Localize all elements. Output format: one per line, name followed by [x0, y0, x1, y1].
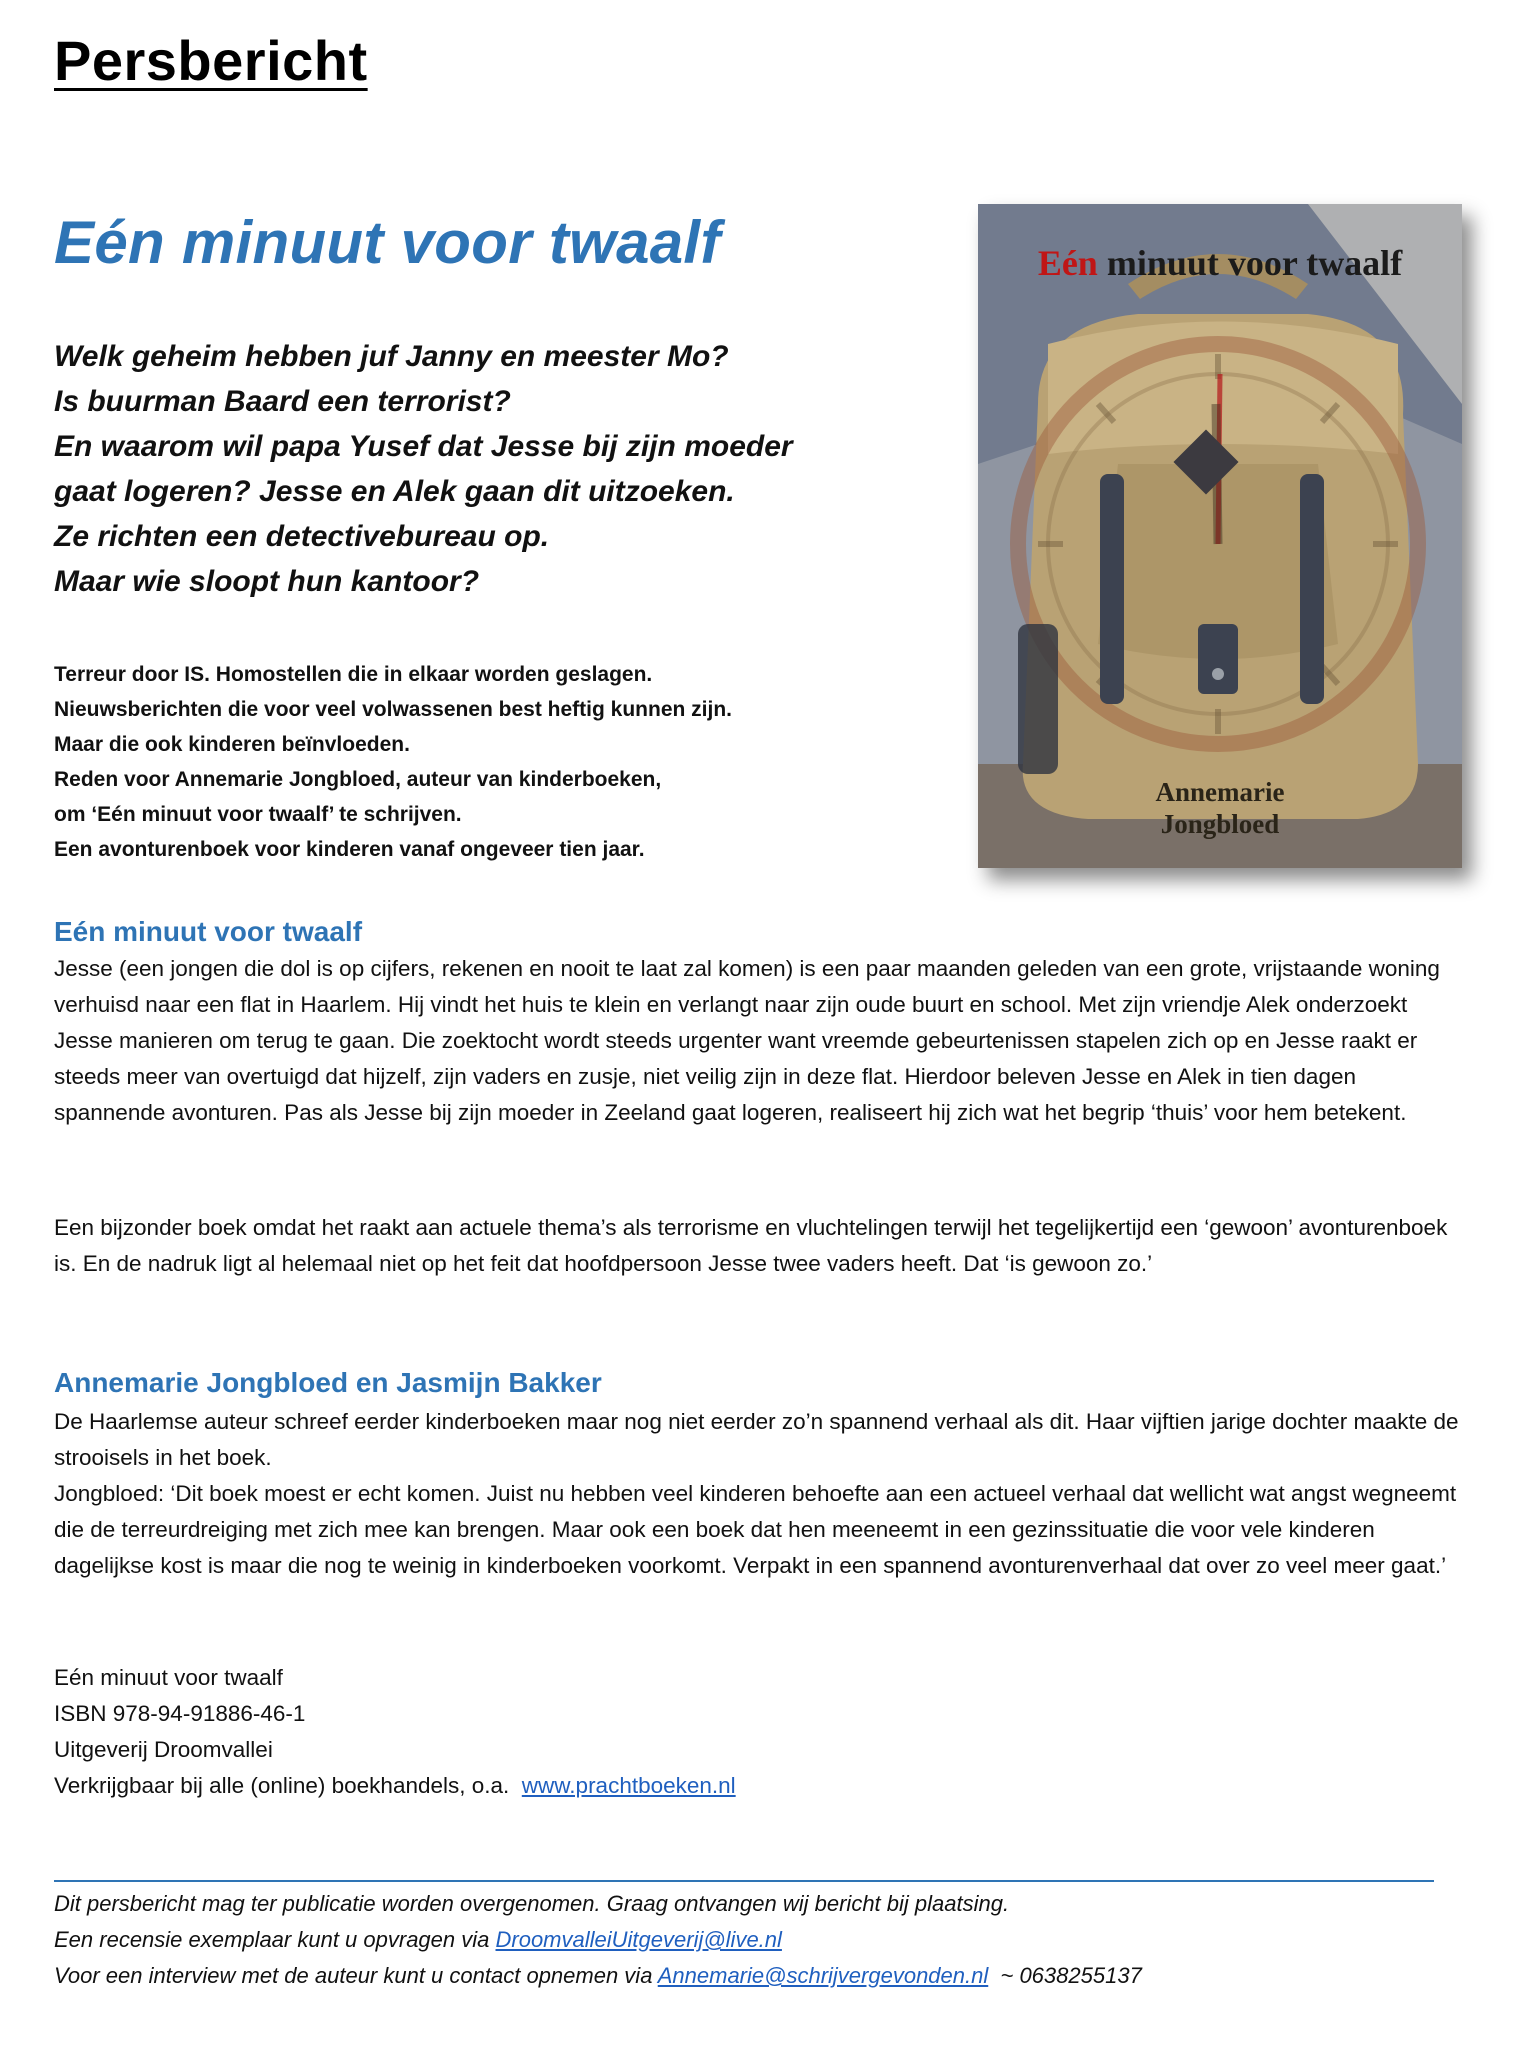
intro-block [54, 657, 732, 867]
authors-heading: Annemarie Jongbloed en Jasmijn Bakker [54, 1367, 602, 1398]
authors-section [54, 1404, 1464, 1584]
publisher-email-link[interactable]: DroomvalleiUitgeverij@live.nl [495, 1927, 782, 1952]
authors-quote: Jongbloed: ‘Dit boek moest er echt komen. Juist nu hebben veel kinderen behoefte aan een actueel verhaal dat wellicht wat angst wegneemt die de terreurdreiging met zich mee kan brengen. Maar ook een boek dat hen meeneemt in een gezinssituatie die voor vele kinderen dagelijkse kost is maar die nog te weinig in kinderboeken voorkomt. Verpakt in een spannend avonturenverhaal dat over zo veel meer gaat.’ [54, 1481, 1457, 1578]
intro-line: Nieuwsberichten die voor veel volwassenen best heftig kunnen zijn. [54, 698, 732, 721]
cover-title-red: Eén [1037, 243, 1098, 283]
info-availability: Verkrijgbaar bij alle (online) boekhandels, o.a. [54, 1773, 510, 1798]
footer-contact [54, 1886, 1142, 1994]
info-isbn: ISBN 978-94-91886-46-1 [54, 1701, 306, 1726]
teaser-questions [54, 334, 954, 604]
book-info [54, 1660, 736, 1804]
question-line: En waarom wil papa Yusef dat Jesse bij zijn moeder [54, 430, 793, 463]
author-email-link[interactable]: Annemarie@schrijvergevonden.nl [657, 1963, 989, 1988]
summary-paragraph: Jesse (een jongen die dol is op cijfers, rekenen en nooit te laat zal komen) is een paar maanden geleden van een grote, vrijstaande woning verhuisd naar een flat in Haarlem. Hij vindt het huis te klein en verlangt naar zijn oude buurt en school. Met zijn vriendje Alek onderzoekt Jesse manieren om terug te gaan. Die zoektocht wordt steeds urgenter want vreemde gebeurtenissen stapelen zich op en Jesse raakt er steeds meer van overtuigd dat hijzelf, zijn vaders en zusje, niet veilig zijn in deze flat. Hierdoor beleven Jesse en Alek in tien dagen spannende avonturen. Pas als Jesse bij zijn moeder in Zeeland gaat logeren, realiseert hij zich wat het begrip ‘thuis’ voor hem betekent. [54, 956, 1440, 1125]
question-line: Ze richten een detectivebureau op. [54, 520, 550, 553]
intro-line: Een avonturenboek voor kinderen vanaf ongeveer tien jaar. [54, 838, 645, 861]
bookshop-link[interactable]: www.prachtboeken.nl [521, 1773, 736, 1798]
cover-author-line: Jongbloed [1160, 809, 1280, 839]
info-availability-line [54, 1768, 736, 1804]
page-title: Eén minuut voor twaalf [54, 209, 721, 276]
info-title: Eén minuut voor twaalf [54, 1665, 283, 1690]
footer-line: Dit persbericht mag ter publicatie worden overgenomen. Graag ontvangen wij bericht bij plaatsing. [54, 1891, 1010, 1916]
footer-line: Voor een interview met de auteur kunt u contact opnemen via Annemarie@schrijvergevonden.nl ~ 0638255137 [54, 1963, 1142, 1988]
book-cover-image [978, 204, 1462, 868]
intro-line: om ‘Eén minuut voor twaalf’ te schrijven. [54, 803, 462, 826]
footer-line: Een recensie exemplaar kunt u opvragen via DroomvalleiUitgeverij@live.nl [54, 1927, 782, 1952]
cover-author-line: Annemarie [1155, 777, 1285, 807]
cover-title [978, 242, 1462, 284]
backpack-clock-illustration [978, 204, 1462, 868]
info-publisher: Uitgeverij Droomvallei [54, 1737, 273, 1762]
intro-line: Reden voor Annemarie Jongbloed, auteur van kinderboeken, [54, 768, 662, 791]
question-line: Welk geheim hebben juf Janny en meester Mo? [54, 340, 729, 373]
document-label: Persbericht [54, 29, 368, 92]
question-line: gaat logeren? Jesse en Alek gaan dit uitzoeken. [54, 475, 735, 508]
cover-title-rest: minuut voor twaalf [1097, 243, 1403, 283]
question-line: Is buurman Baard een terrorist? [54, 385, 511, 418]
authors-paragraph: De Haarlemse auteur schreef eerder kinderboeken maar nog niet eerder zo’n spannend verhaal als dit. Haar vijftien jarige dochter maakte de strooisels in het boek. [54, 1409, 1459, 1470]
footer-divider [54, 1880, 1434, 1882]
cover-author [978, 776, 1462, 840]
author-phone: ~ 0638255137 [1000, 1963, 1142, 1988]
special-paragraph: Een bijzonder boek omdat het raakt aan actuele thema’s als terrorisme en vluchtelingen terwijl het tegelijkertijd een ‘gewoon’ avonturenboek is. En de nadruk ligt al helemaal niet op het feit dat hoofdpersoon Jesse twee vaders heeft. Dat ‘is gewoon zo.’ [54, 1215, 1448, 1276]
intro-line: Maar die ook kinderen beïnvloeden. [54, 733, 410, 756]
summary-heading: Eén minuut voor twaalf [54, 916, 363, 947]
intro-line: Terreur door IS. Homostellen die in elkaar worden geslagen. [54, 663, 653, 686]
question-line: Maar wie sloopt hun kantoor? [54, 565, 480, 598]
